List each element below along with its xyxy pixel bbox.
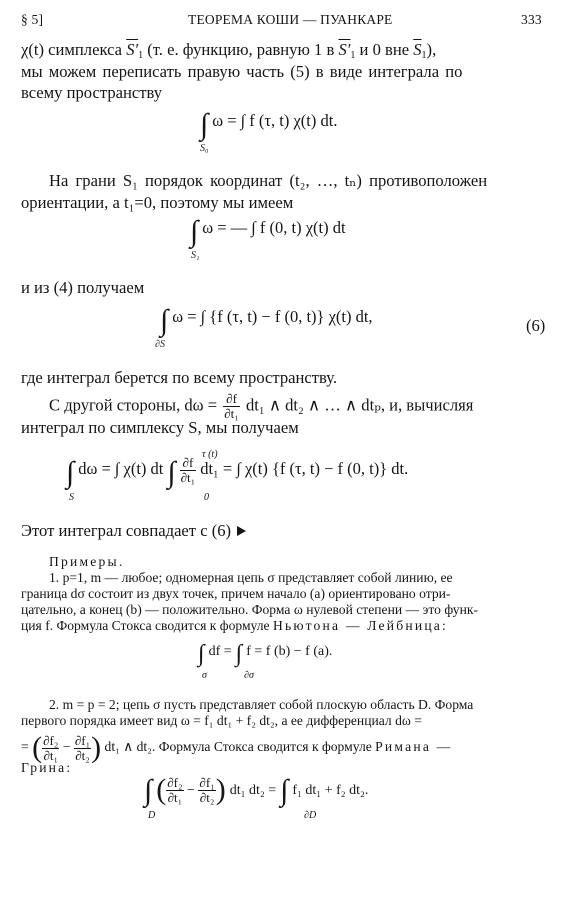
example-2-line-2: первого порядка имеет вид ω = f₁ dt₁ + f₂ dt₂, а ее дифференциал dω = <box>21 713 422 728</box>
running-title: ТЕОРЕМА КОШИ — ПУАНКАРЕ <box>188 12 393 27</box>
equation-4-inner-upper-limit: τ (t) <box>202 449 218 460</box>
text-span: (т. е. функцию, равную 1 в <box>143 40 339 59</box>
examples-heading: Примеры. <box>49 554 125 569</box>
paragraph-2-line-1: На грани S₁ порядок координат (t₂, …, tₙ) противоположен <box>49 171 488 190</box>
integral-sign: ∫ <box>144 774 153 807</box>
fraction-numerator: ∂f₂ <box>167 774 183 790</box>
fraction-denominator: ∂t₁ <box>43 747 59 763</box>
text-span: S′ <box>126 40 139 59</box>
fraction-numerator: ∂f <box>223 392 240 407</box>
equation-part: df = <box>208 644 232 659</box>
fraction-denominator: ∂t₂ <box>75 747 90 763</box>
equation-4-lower-limit: S <box>69 492 74 503</box>
paragraph-3-line-1: и из (4) получаем <box>21 278 145 297</box>
equation-part: dt₁ = ∫ χ(t) {f (τ, t) − f (0, t)} dt. <box>200 459 409 478</box>
equation-part: f = f (b) − f (a). <box>246 644 333 659</box>
paragraph-6-line-1 <box>21 521 246 541</box>
fraction <box>166 776 183 805</box>
example-1-line-2: граница dσ состоит из двух точек, причем начало (a) ориентировано отри- <box>21 586 451 601</box>
equation-body: ω = — ∫ f (0, t) χ(t) dt <box>202 218 346 237</box>
integral-sign: ∫ <box>198 641 205 667</box>
integral-sign: ∫ <box>235 641 243 667</box>
text-span: dt₁ ∧ dt₂. Формула Стокса сводится к формуле <box>104 739 376 755</box>
equation-5 <box>198 642 332 666</box>
text-span: dt₁ ∧ dt₂ ∧ … ∧ dtₚ, и, вычисляя <box>245 395 474 415</box>
equation-part: dω = ∫ χ(t) dt <box>78 459 164 478</box>
equation-greens-lower-limit-b: ∂D <box>304 810 317 821</box>
equation-greens-lower-limit-a: D <box>148 810 156 821</box>
equation-2 <box>190 217 346 247</box>
fraction-numerator: ∂f₁ <box>199 774 215 790</box>
fraction <box>74 734 91 763</box>
equation-5-lower-limit-a: σ <box>202 670 207 681</box>
page-number: 333 <box>521 12 542 27</box>
integral-sign: ∫ <box>160 304 169 337</box>
paragraph-1-line-3: всему пространству <box>21 83 163 102</box>
text-span: и 0 вне <box>355 40 414 59</box>
example-2-line-3: = ( $\frac{\text{∂f₂}}{\text{∂t₁}}$ − $\frac{\text{∂f₁}}{\text{∂t₂}}$ ) dt₁ ∧ dt₂. Формула Стокса сводится к формуле Римана — <box>21 731 453 764</box>
equation-5-lower-limit-b: ∂σ <box>244 670 254 681</box>
equation-body: ω = ∫ {f (τ, t) − f (0, t)} χ(t) dt, <box>172 307 373 326</box>
paragraph-1-line-1: χ(t) симплекса S′1 (т. е. функцию, равную 1 в S′1 и 0 вне $\overline{S}1$), <box>21 40 437 61</box>
fraction-numerator: ∂f₁ <box>74 732 91 748</box>
fraction <box>180 456 197 485</box>
paragraph-2-line-2: ориентации, а t₁=0, поэтому мы имеем <box>21 193 294 212</box>
equation-1-lower-limit: S₀ <box>200 143 209 154</box>
example-1-line-1: 1. p=1, m — любое; одномерная цепь σ представляет собой линию, ее <box>49 570 453 585</box>
equation-4 <box>66 454 409 493</box>
equation-3-lower-limit: ∂S <box>155 339 165 350</box>
example-2-line-1: 2. m = p = 2; цепь σ пусть представляет собой плоскую область D. Форма <box>49 697 474 712</box>
fraction-denominator: ∂t₂ <box>199 789 215 805</box>
equation-body: ω = ∫ f (τ, t) χ(t) dt. <box>212 111 338 130</box>
paragraph-4-line-1: где интеграл берется по всему пространству. <box>21 368 338 387</box>
example-2-line-4: Грина: <box>21 760 73 775</box>
text-span: χ(t) симплекса <box>21 40 127 59</box>
text-span: Ньютона — Лейбница: <box>272 618 449 633</box>
fraction-numerator: ∂f₂ <box>43 732 59 748</box>
text-span: Римана — <box>375 739 453 755</box>
text-span: ция f. Формула Стокса сводится к формуле <box>21 618 273 633</box>
integral-sign: ∫ <box>280 774 289 807</box>
fraction-denominator: ∂t₁ <box>167 789 183 805</box>
example-1-line-4 <box>21 618 448 635</box>
fraction-numerator: ∂f <box>180 456 197 471</box>
paragraph-5-line-1 <box>49 392 473 421</box>
text-span: $\overline{S}$ <box>413 40 422 59</box>
integral-sign: ∫ <box>190 215 199 248</box>
section-marker: § 5] <box>21 12 44 27</box>
paragraph-5-line-2: интеграл по симплексу S, мы получаем <box>21 418 299 437</box>
text-span: С другой стороны, dω = <box>49 395 218 415</box>
example-1-line-3: цательно, а конец (b) — положительно. Форма ω нулевой степени — это функ- <box>21 602 478 617</box>
equation-3 <box>160 306 373 336</box>
equation-greens: ∫ ( $\frac{\text{∂f₂}}{\text{∂t₁}}$ − $\frac{\text{∂f₁}}{\text{∂t₂}}$ ) dt₁ dt₂ = ∫ f₁ dt₁ + f₂ dt₂. <box>144 773 369 807</box>
equation-1 <box>200 110 337 140</box>
fraction <box>198 776 215 805</box>
text-span: S′ <box>338 40 351 59</box>
equation-part: dt₁ dt₂ = <box>229 783 277 798</box>
equation-part: f₁ dt₁ + f₂ dt₂. <box>292 783 369 798</box>
equation-2-lower-limit: S₁ <box>191 250 200 261</box>
end-of-proof-icon <box>237 526 246 536</box>
equation-number-6: (6) <box>526 316 546 335</box>
equation-4-inner-lower-limit: 0 <box>204 492 209 503</box>
fraction <box>223 392 240 421</box>
paragraph-1-line-2: мы можем переписать правую часть (5) в виде интеграла по <box>21 62 463 81</box>
fraction <box>42 734 59 763</box>
integral-sign: ∫ <box>66 456 75 489</box>
fraction-denominator: ∂t₁ <box>180 469 196 485</box>
fraction-denominator: ∂t₁ <box>224 406 239 421</box>
integral-sign: ∫ <box>167 456 176 489</box>
text-span: Этот интеграл совпадает с (6) <box>21 521 232 540</box>
text-span: ), <box>426 40 437 59</box>
integral-sign: ∫ <box>200 108 209 141</box>
